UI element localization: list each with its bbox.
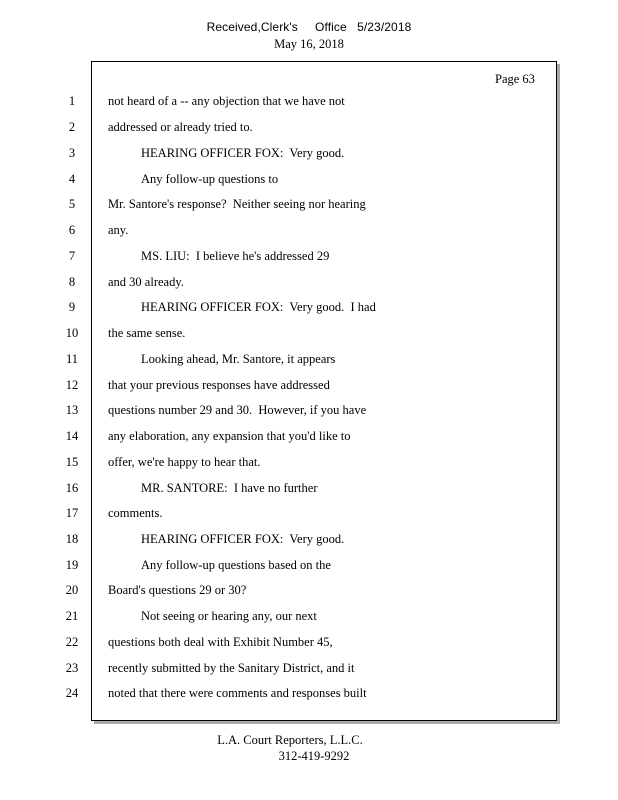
footer-company: L.A. Court Reporters, L.L.C. xyxy=(217,733,363,747)
transcript-line: that your previous responses have addressed xyxy=(108,378,330,392)
line-number: 5 xyxy=(68,197,76,211)
transcript-line: not heard of a -- any objection that we have not xyxy=(108,94,345,108)
line-number: 24 xyxy=(65,686,79,700)
transcript-line: HEARING OFFICER FOX: Very good. I had xyxy=(141,300,376,314)
transcript-line: recently submitted by the Sanitary District, and it xyxy=(108,661,355,675)
received-stamp: Received,Clerk's Office 5/23/2018 xyxy=(206,20,412,34)
header-date: May 16, 2018 xyxy=(274,37,344,51)
line-number: 11 xyxy=(65,352,79,366)
transcript-line: any elaboration, any expansion that you'd like to xyxy=(108,429,351,443)
line-number: 12 xyxy=(65,378,79,392)
line-number: 20 xyxy=(65,583,79,597)
transcript-line: HEARING OFFICER FOX: Very good. xyxy=(141,146,345,160)
transcript-line: Not seeing or hearing any, our next xyxy=(141,609,317,623)
transcript-line: any. xyxy=(108,223,129,237)
line-number: 6 xyxy=(68,223,76,237)
transcript-line: Any follow-up questions based on the xyxy=(141,558,331,572)
transcript-line: the same sense. xyxy=(108,326,186,340)
transcript-line: and 30 already. xyxy=(108,275,184,289)
transcript-line: offer, we're happy to hear that. xyxy=(108,455,261,469)
footer-phone: 312-419-9292 xyxy=(278,749,350,763)
line-number: 10 xyxy=(65,326,79,340)
transcript-line: HEARING OFFICER FOX: Very good. xyxy=(141,532,345,546)
transcript-line: noted that there were comments and responses built xyxy=(108,686,367,700)
line-number: 23 xyxy=(65,661,79,675)
transcript-line: questions both deal with Exhibit Number 45, xyxy=(108,635,333,649)
transcript-line: questions number 29 and 30. However, if you have xyxy=(108,403,367,417)
line-number: 16 xyxy=(65,481,79,495)
line-number: 13 xyxy=(65,403,79,417)
line-number: 7 xyxy=(68,249,76,263)
transcript-line: Mr. Santore's response? Neither seeing nor hearing xyxy=(108,197,366,211)
transcript-line: comments. xyxy=(108,506,163,520)
line-number: 17 xyxy=(65,506,79,520)
page-number: Page 63 xyxy=(495,72,535,86)
transcript-line: addressed or already tried to. xyxy=(108,120,253,134)
line-number: 8 xyxy=(68,275,76,289)
line-number: 14 xyxy=(65,429,79,443)
transcript-line: MS. LIU: I believe he's addressed 29 xyxy=(141,249,330,263)
line-number: 1 xyxy=(68,94,76,108)
line-number: 3 xyxy=(68,146,76,160)
transcript-line: Board's questions 29 or 30? xyxy=(108,583,247,597)
transcript-line: Any follow-up questions to xyxy=(141,172,279,186)
transcript-line: Looking ahead, Mr. Santore, it appears xyxy=(141,352,336,366)
line-number: 15 xyxy=(65,455,79,469)
line-number: 4 xyxy=(68,172,76,186)
line-number: 22 xyxy=(65,635,79,649)
line-number: 21 xyxy=(65,609,79,623)
line-number: 19 xyxy=(65,558,79,572)
line-number: 9 xyxy=(68,300,76,314)
line-number: 18 xyxy=(65,532,79,546)
transcript-line: MR. SANTORE: I have no further xyxy=(141,481,318,495)
line-number: 2 xyxy=(68,120,76,134)
